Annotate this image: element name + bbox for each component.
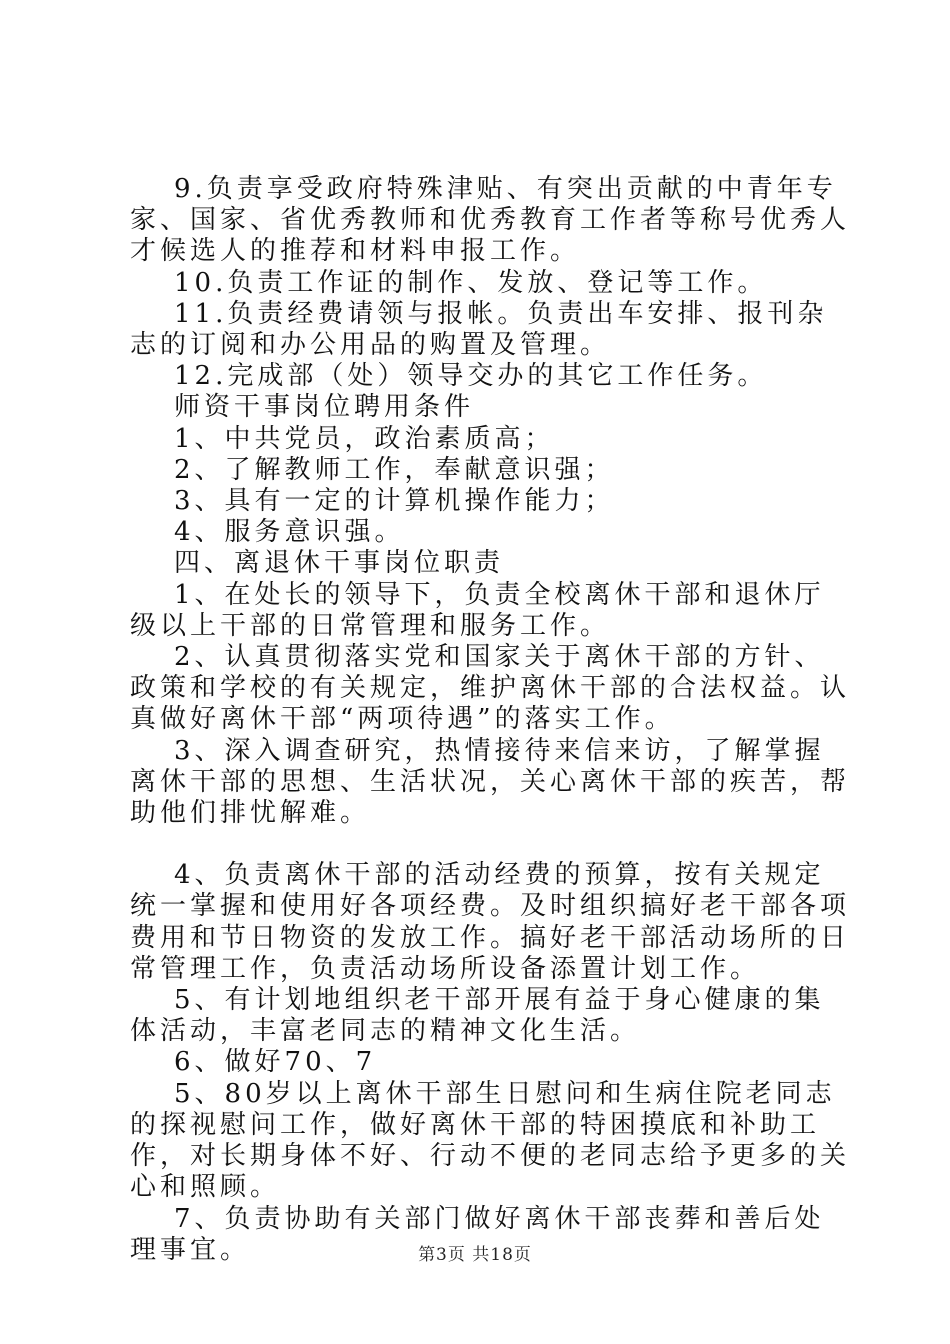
duty-item-6: 6、做好70、7	[174, 1047, 377, 1078]
paragraph-gap	[130, 829, 850, 860]
condition-item-3: 3、具有一定的计算机操作能力；	[174, 486, 615, 517]
section-heading-hiring-conditions: 师资干事岗位聘用条件	[174, 392, 475, 423]
document-body	[130, 174, 850, 1266]
duty-item-7: 7、负责协助有关部门做好离休干部丧葬和善后处理事宜。	[130, 1203, 825, 1265]
paragraph-10: 10.负责工作证的制作、发放、登记等工作。	[174, 267, 768, 298]
paragraph-11: 11.负责经费请领与报帐。负责出车安排、报刊杂志的订阅和办公用品的购置及管理。	[130, 298, 828, 361]
condition-item-1: 1、中共党员，政治素质高；	[174, 423, 555, 454]
duty-item-1: 1、在处长的领导下，负责全校离休干部和退休厅级以上干部的日常管理和服务工作。	[130, 579, 825, 641]
duty-item-4: 4、负责离休干部的活动经费的预算，按有关规定统一掌握和使用好各项经费。及时组织搞好老干部各项费用和节日物资的发放工作。搞好老干部活动场所的日常管理工作，负责活动场所设备添置计划工作。	[130, 860, 851, 984]
duty-item-5: 5、有计划地组织老干部开展有益于身心健康的集体活动，丰富老同志的精神文化生活。	[130, 985, 825, 1047]
duty-item-6-continued: 5、80岁以上离休干部生日慰问和生病住院老同志的探视慰问工作，做好离休干部的特困摸底和补助工作，对长期身体不好、行动不便的老同志给予更多的关心和照顾。	[130, 1078, 851, 1203]
page-number-footer: 第3页 共18页	[418, 1245, 532, 1265]
duty-item-3: 3、深入调查研究，热情接待来信来访，了解掌握离休干部的思想、生活状况，关心离休干部的疾苦，帮助他们排忧解难。	[130, 735, 851, 829]
section-heading-retiree-duties: 四、离退休干事岗位职责	[174, 548, 505, 579]
condition-item-2: 2、了解教师工作，奉献意识强；	[174, 454, 615, 485]
paragraph-12: 12.完成部（处）领导交办的其它工作任务。	[174, 361, 768, 392]
duty-item-2: 2、认真贯彻落实党和国家关于离休干部的方针、政策和学校的有关规定，维护离休干部的合法权益。认真做好离休干部“两项待遇”的落实工作。	[130, 642, 851, 735]
paragraph-9: 9.负责享受政府特殊津贴、有突出贡献的中青年专家、国家、省优秀教师和优秀教育工作者等称号优秀人才候选人的推荐和材料申报工作。	[130, 174, 851, 267]
condition-item-4: 4、服务意识强。	[174, 517, 405, 548]
